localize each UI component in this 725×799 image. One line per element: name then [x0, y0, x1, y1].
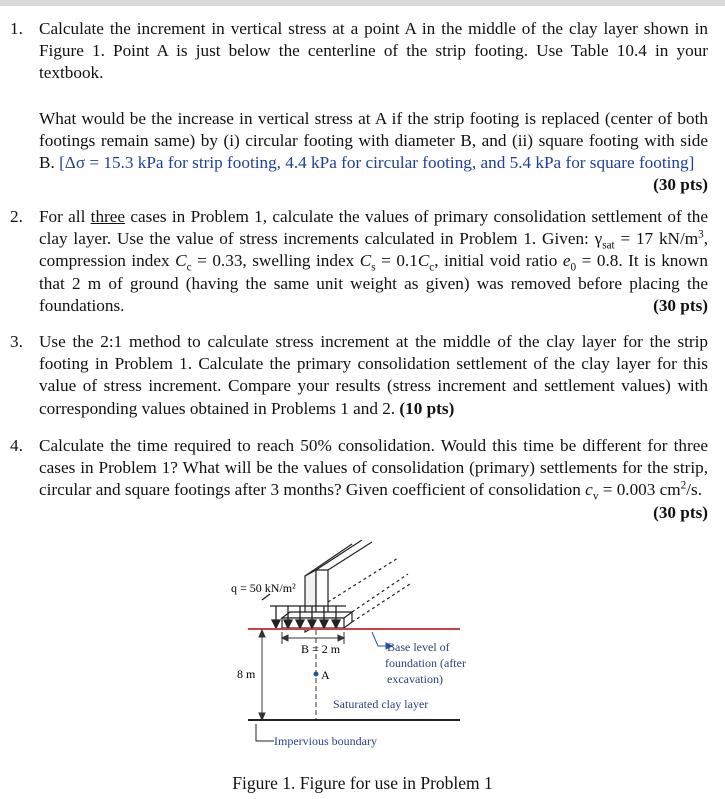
clay-layer-label: Saturated clay layer [333, 697, 429, 711]
problem-2-text [39, 206, 708, 317]
point-a-marker [314, 672, 319, 677]
problem-1-points: (30 pts) [653, 175, 708, 195]
subscript: c [429, 261, 435, 274]
problem-4 [10, 435, 708, 524]
text-run: , initial void ratio [434, 251, 563, 271]
symbol: C [417, 251, 430, 271]
top-rule [0, 0, 725, 6]
problem-4-text [39, 435, 708, 522]
underlined-word: three [90, 207, 126, 226]
strip-footing [282, 540, 410, 632]
problem-1-text: Calculate the increment in vertical stress at a point A in the middle of the clay layer shown in Figure 1. Point A is just below the centerline of the strip footing. Use Table 10.4 in your textbook. [39, 19, 708, 83]
problem-3 [10, 331, 708, 420]
boundary-label: Impervious boundary [274, 734, 377, 748]
subscript: s [371, 261, 376, 274]
symbol: e [562, 251, 571, 271]
text-run: = 0.33, swelling index [191, 251, 360, 271]
depth-dimension [259, 630, 265, 720]
subscript: v [592, 490, 599, 503]
load-label: q = 50 kN/m² [231, 581, 296, 595]
superscript: 2 [680, 479, 687, 492]
problem-1-answer: [Δσ = 15.3 kPa for strip footing, 4.4 kPa for circular footing, and 5.4 kPa for square footing] [59, 153, 695, 173]
problem-number: 1. [10, 19, 23, 38]
problem-3-points: (10 pts) [399, 398, 455, 418]
problem-3-text [39, 331, 708, 420]
problem-number: 3. [10, 332, 23, 351]
text-run: = 17 kN/m [614, 229, 699, 249]
symbol: c [585, 480, 593, 500]
problem-number: 2. [10, 207, 23, 226]
text-run: For all [39, 207, 86, 226]
base-level-label-3: excavation) [387, 672, 443, 686]
problem-1-question-text: What would be the increase in vertical stress at A if the strip footing is replaced (center of both footings remain same) by (i) circular footing with diameter B, and (ii) square footing with side B. [39, 108, 708, 173]
base-level-label-2: foundation (after [385, 656, 466, 670]
problem-number: 4. [10, 436, 23, 455]
symbol: C [359, 251, 372, 271]
problem-1-question [39, 108, 708, 195]
figure-caption: Figure 1. Figure for use in Problem 1 [232, 773, 493, 793]
symbol: C [175, 251, 187, 271]
text-run: = 0.8. It is known that 2 m of ground (having the same unit weight as given) was removed before placing the foundations. [39, 251, 708, 315]
text-run: /s. [686, 480, 703, 500]
base-level-label-1: Base level of [387, 640, 450, 654]
width-label: B = 2 m [301, 642, 341, 656]
problem-1 [10, 18, 708, 196]
text-run: = 0.1 [375, 251, 418, 271]
text-run: Use the 2:1 method to calculate stress increment at the middle of the clay layer for the strip footing in Problem 1. Calculate the primary consolidation settlement of the clay layer for this value of stress increment. Compare your results (stress increment and settlement values) with corresponding values obtained in Problems 1 and 2. [39, 332, 708, 418]
subscript: c [186, 261, 192, 274]
problem-2 [10, 206, 708, 317]
subscript: sat [602, 239, 615, 252]
boundary-leader [256, 724, 274, 741]
text-run: cases in Problem 1, calculate the values of primary consolidation settlement of the clay layer. Use the value of stress increments calculated in Problem 1. Given: γ [39, 207, 709, 249]
figure-diagram [0, 540, 725, 790]
subscript: 0 [570, 261, 577, 274]
text-run: = 0.003 cm [598, 480, 681, 500]
problem-2-points: (30 pts) [653, 295, 708, 315]
problem-4-points: (30 pts) [653, 502, 708, 522]
text-run: , compression index [39, 229, 709, 271]
depth-label: 8 m [237, 667, 256, 681]
text-run: Calculate the time required to reach 50% consolidation. Would this time be different for three cases in Problem 1? What will be the values of consolidation (primary) settlements for the strip, circular and square footings after 3 months? Given coefficient of consolidation [39, 436, 708, 500]
point-a-label: A [321, 668, 330, 682]
superscript: 3 [698, 228, 704, 241]
